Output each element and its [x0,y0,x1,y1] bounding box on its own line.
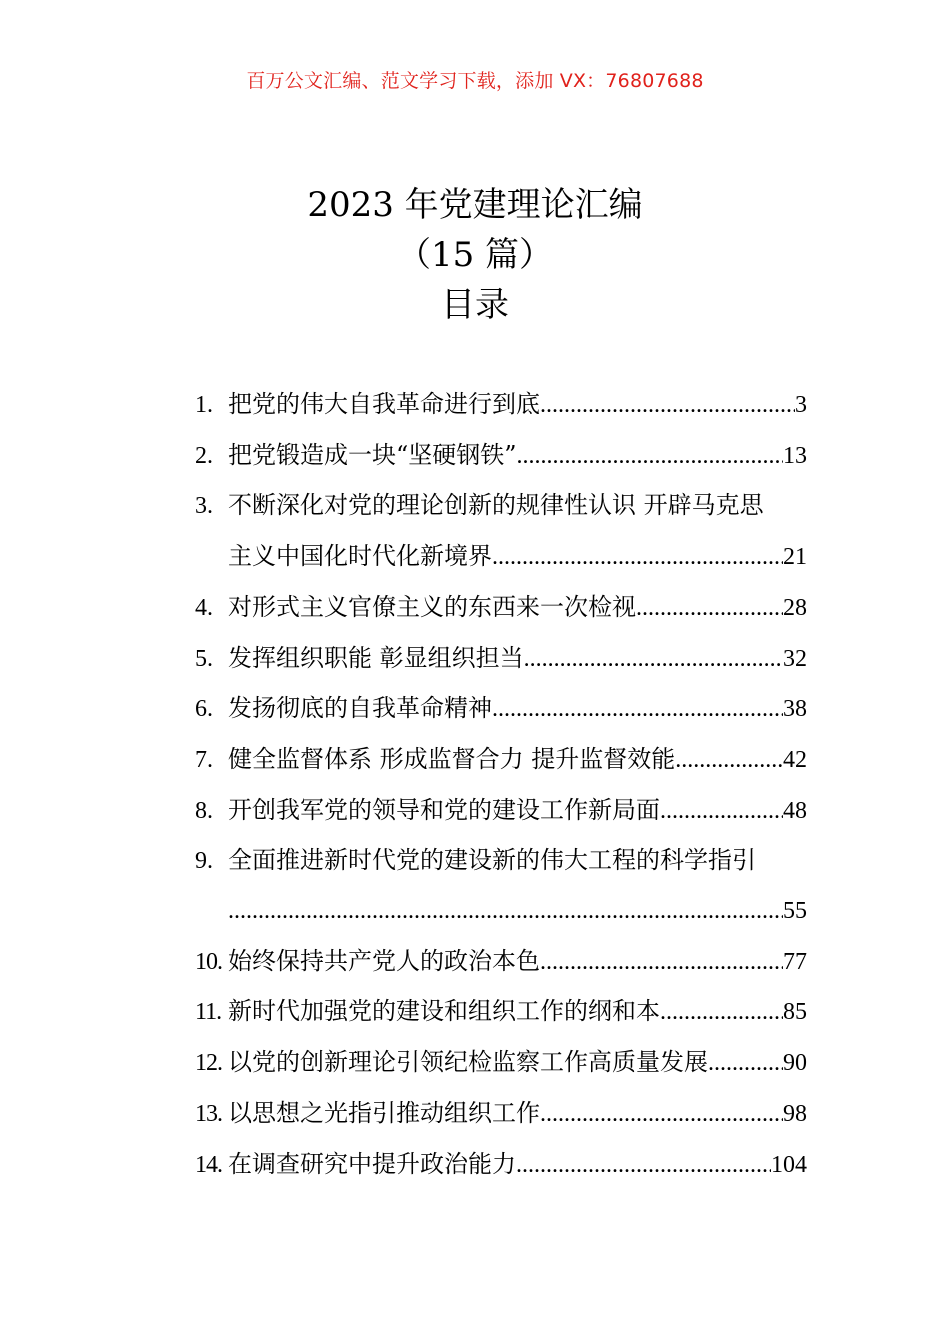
document-title-block [0,180,950,330]
toc-entry[interactable] [195,684,807,735]
toc-leader-dots [540,938,783,988]
toc-entry[interactable] [195,836,807,887]
toc-entry-title: 开创我军党的领导和党的建设工作新局面 [228,795,660,824]
toc-entry[interactable] [195,634,807,685]
toc-entry[interactable] [195,1038,807,1089]
table-of-contents [195,380,807,1190]
toc-entry-page: 48 [783,797,807,824]
toc-entry[interactable] [195,481,807,532]
toc-leader-dots [660,988,783,1038]
toc-entry-page: 28 [783,594,807,621]
toc-entry-title: 在调查研究中提升政治能力 [228,1149,516,1178]
toc-entry-page: 85 [783,999,807,1026]
toc-entry-number: 12. [195,1050,222,1077]
toc-leader-dots [517,432,783,482]
toc-entry-title: 把党的伟大自我革命进行到底 [228,390,540,418]
toc-leader-dots [540,1090,783,1140]
toc-entry-title: 始终保持共产党人的政治本色 [228,946,540,975]
toc-entry-number: 13. [195,1100,222,1127]
toc-leader-dots [636,584,783,634]
toc-entry-number: 2. [195,442,213,469]
toc-leader-dots [492,533,783,583]
toc-leader-dots [540,381,795,431]
toc-entry-title: 新时代加强党的建设和组织工作的纲和本 [228,997,660,1026]
toc-entry-title: 发扬彻底的自我革命精神 [228,694,492,723]
toc-entry-title: 发挥组织职能 彰显组织担当 [228,643,524,672]
toc-entry[interactable] [195,1089,807,1140]
toc-entry-page: 42 [783,746,807,773]
toc-leader-dots [524,635,783,685]
toc-leader-dots [708,1039,783,1089]
toc-entry-number: 8. [195,797,213,824]
toc-entry-page: 3 [795,392,807,418]
toc-entry-page: 104 [771,1151,807,1178]
toc-entry-title: 对形式主义官僚主义的东西来一次检视 [228,592,636,621]
toc-entry-title: 把党锻造成一块“坚硬钢铁” [228,440,517,469]
toc-entry-number: 5. [195,645,213,672]
toc-entry-title: 以党的创新理论引领纪检监察工作高质量发展 [228,1048,708,1077]
toc-entry-title: 以思想之光指引推动组织工作 [228,1098,540,1127]
toc-entry-continuation[interactable] [195,532,807,583]
toc-entry[interactable] [195,937,807,988]
toc-entry-title: 不断深化对党的理论创新的规律性认识 开辟马克思 [228,491,764,520]
toc-leader-dots [492,685,783,735]
header-promo-note: 百万公文汇编、范文学习下载，添加 VX：76807688 [246,70,704,92]
toc-entry-number: 11. [195,999,222,1026]
toc-entry-page: 38 [783,696,807,723]
toc-entry-number: 6. [195,696,213,723]
toc-entry-title: 健全监督体系 形成监督合力 提升监督效能 [228,744,676,773]
toc-entry-page: 90 [783,1050,807,1077]
toc-entry-number: 14. [195,1151,222,1178]
toc-entry-page: 55 [783,898,807,925]
toc-entry-page: 98 [783,1100,807,1127]
toc-entry-title-cont: 主义中国化时代化新境界 [228,542,492,571]
toc-leader-dots [660,787,783,837]
toc-entry[interactable] [195,583,807,634]
toc-entry-page: 21 [783,544,807,571]
toc-entry-page: 77 [783,948,807,975]
toc-entry-number: 9. [195,848,213,875]
toc-leader-dots [516,1141,771,1191]
document-title: 2023 年党建理论汇编 [307,185,643,225]
toc-entry-number: 4. [195,594,213,621]
toc-entry[interactable] [195,987,807,1038]
toc-leader-dots [675,736,783,786]
toc-entry[interactable] [195,1140,807,1191]
toc-entry[interactable] [195,431,807,482]
document-subtitle-count: （15 篇） [396,235,554,275]
toc-entry-number: 1. [195,392,213,418]
toc-entry-page: 32 [783,645,807,672]
toc-entry[interactable] [195,380,807,431]
toc-entry-number: 3. [195,493,213,520]
toc-heading: 目录 [441,285,509,325]
toc-entry[interactable] [195,735,807,786]
toc-entry-continuation[interactable] [195,887,807,937]
toc-entry-number: 10. [195,948,222,975]
toc-entry-page: 13 [783,442,807,469]
toc-entry[interactable] [195,786,807,837]
toc-entry-title: 全面推进新时代党的建设新的伟大工程的科学指引 [228,846,756,875]
toc-leader-dots [228,887,783,937]
toc-entry-number: 7. [195,746,213,773]
